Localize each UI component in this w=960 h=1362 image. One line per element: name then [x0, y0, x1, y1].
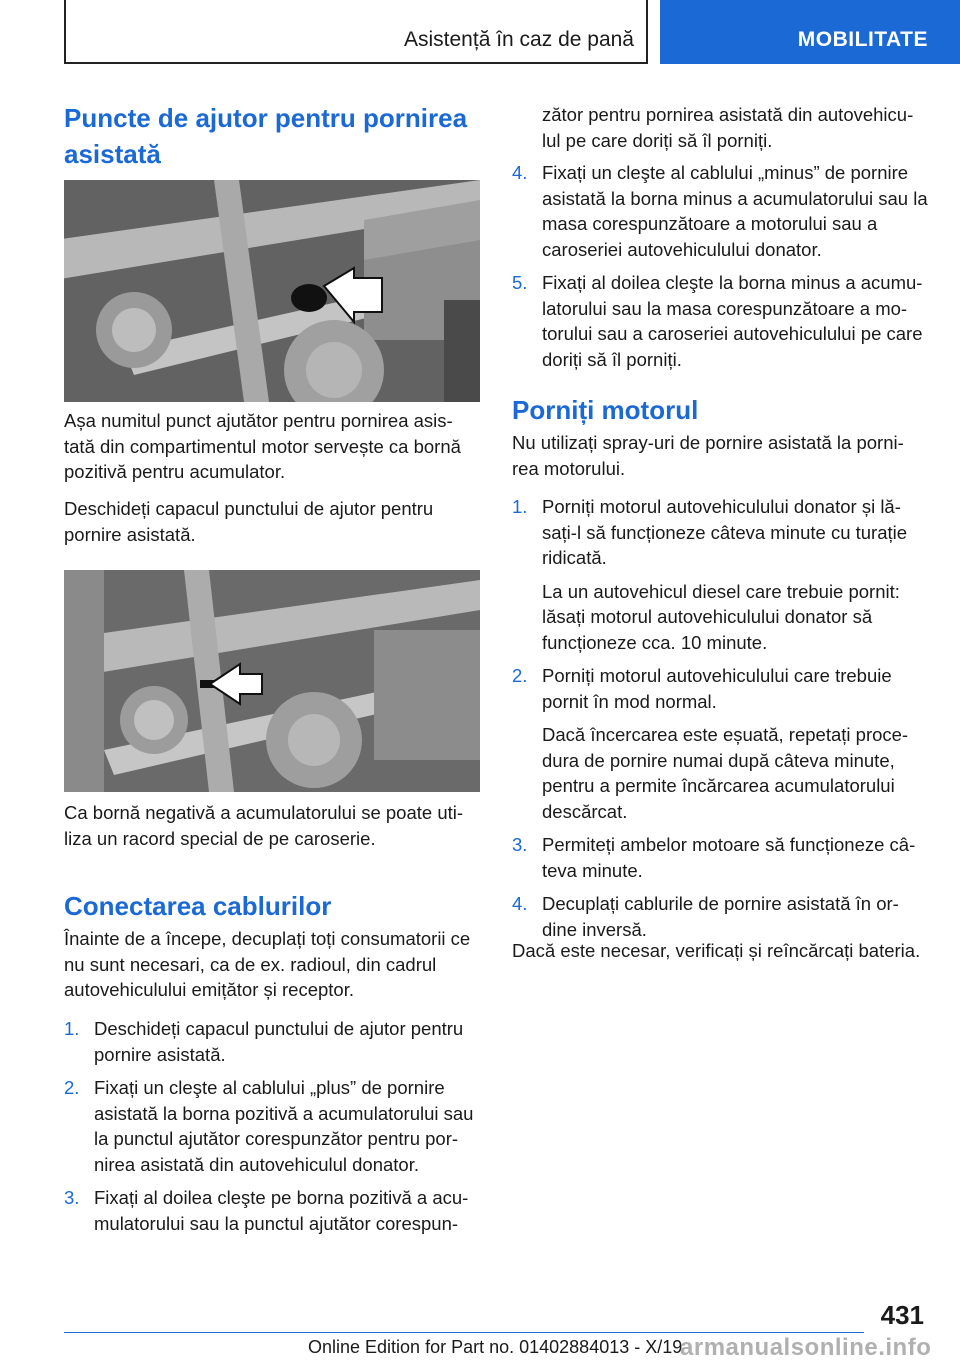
paragraph-start-intro: Nu utilizați spray-uri de pornire asistată la porni-rea motorului.	[512, 432, 904, 479]
step-number: 3.	[512, 834, 528, 855]
paragraph-negative-terminal: Ca bornă negativă a acumulatorului se poate uti-liza un racord special de pe caroserie.	[64, 802, 464, 849]
list-item	[512, 160, 928, 262]
list-item	[512, 494, 928, 655]
header-section-title: Asistență în caz de pană	[404, 28, 634, 51]
step-number: 1.	[64, 1018, 80, 1039]
header-tab[interactable]	[660, 0, 960, 64]
engine-photo-positive	[64, 180, 480, 402]
footer-divider	[64, 1332, 864, 1333]
start-steps-list	[512, 494, 928, 950]
step-text: Fixați al doilea cleşte pe borna pozitivă a acu-mulatorului sau la punctul ajutător corespun-	[94, 1187, 469, 1234]
list-item	[512, 891, 928, 942]
engine-photo-positive-image	[64, 180, 480, 402]
list-item	[64, 1075, 480, 1177]
watermark-logo: armanualsonline.info	[680, 1334, 932, 1361]
step-number: 4.	[512, 893, 528, 914]
step-text: Deschideți capacul punctului de ajutor pentru pornire asistată.	[94, 1018, 464, 1065]
step-text: Porniți motorul autovehiculului donator și lă-sați-l să funcționeze câteva minute cu turație ridicată.	[542, 496, 908, 568]
engine-photo-negative	[64, 570, 480, 792]
paragraph-step3-continued: zător pentru pornirea asistată din autovehicu-lul pe care doriți să îl porniți.	[542, 104, 914, 151]
step-number: 4.	[512, 162, 528, 183]
paragraph-open-cover: Deschideți capacul punctului de ajutor pentru pornire asistată.	[64, 498, 434, 545]
list-item	[64, 1016, 480, 1067]
step-text: Decuplați cablurile de pornire asistată în or-dine inversă.	[542, 893, 899, 940]
step-text: Fixați un cleşte al cablului „plus” de pornire asistată la borna pozitivă a acumulatorului sau la punctul ajutător corespunzător pentru por-nirea asistată din autovehiculul donator.	[94, 1077, 474, 1175]
step-number: 1.	[512, 496, 528, 517]
header-section-box	[64, 0, 648, 64]
list-item	[512, 663, 928, 824]
step-number: 2.	[64, 1077, 80, 1098]
step-text: Fixați un cleşte al cablului „minus” de pornire asistată la borna minus a acumulatorului sau la masa corespunzătoare a motorului sau a caroseriei autovehiculului donator.	[542, 162, 928, 260]
step-subtext: Dacă încercarea este eșuată, repetați proce-dura de pornire numai după câteva minute, pentru a permite încărcarea acumulatorului descărcat.	[542, 724, 909, 822]
paragraph-closing: Dacă este necesar, verificați și reîncărcați bateria.	[512, 940, 921, 961]
section-title-start-engine: Porniți motorul	[512, 395, 699, 425]
header-tab-label: MOBILITATE	[797, 28, 928, 51]
section-title-connect-cables: Conectarea cablurilor	[64, 891, 332, 921]
step-number: 2.	[512, 665, 528, 686]
connect-steps-list	[64, 1016, 480, 1244]
paragraph-positive-terminal: Așa numitul punct ajutător pentru pornirea asis-tată din compartimentul motor servește ca bornă pozitivă pentru acumulator.	[64, 410, 461, 482]
list-item	[512, 832, 928, 883]
section-title-jump-start-points: Puncte de ajutor pentru pornirea asistată	[64, 103, 468, 169]
list-item	[64, 1185, 480, 1236]
connect-steps-list-continued	[512, 160, 928, 380]
footer-edition: Online Edition for Part no. 01402884013 - X/19	[308, 1337, 683, 1357]
step-text: Porniți motorul autovehiculului care trebuie pornit în mod normal.	[542, 665, 892, 712]
engine-photo-negative-image	[64, 570, 480, 792]
page-number: 431	[880, 1300, 924, 1330]
paragraph-connect-intro: Înainte de a începe, decuplați toți consumatorii ce nu sunt necesari, ca de ex. radioul, din cadrul autovehiculului emițător și receptor.	[64, 928, 471, 1000]
step-subtext: La un autovehicul diesel care trebuie pornit: lăsați motorul autovehiculului donator să funcționeze cca. 10 minute.	[542, 580, 900, 653]
step-text: Permiteți ambelor motoare să funcționeze câ-teva minute.	[542, 834, 916, 881]
step-number: 3.	[64, 1187, 80, 1208]
step-text: Fixați al doilea cleşte la borna minus a acumu-latorului sau la masa corespunzătoare a mo-torului sau a caroseriei autovehiculului pe care doriți să îl porniți.	[542, 272, 923, 370]
list-item	[512, 270, 928, 372]
step-number: 5.	[512, 272, 528, 293]
